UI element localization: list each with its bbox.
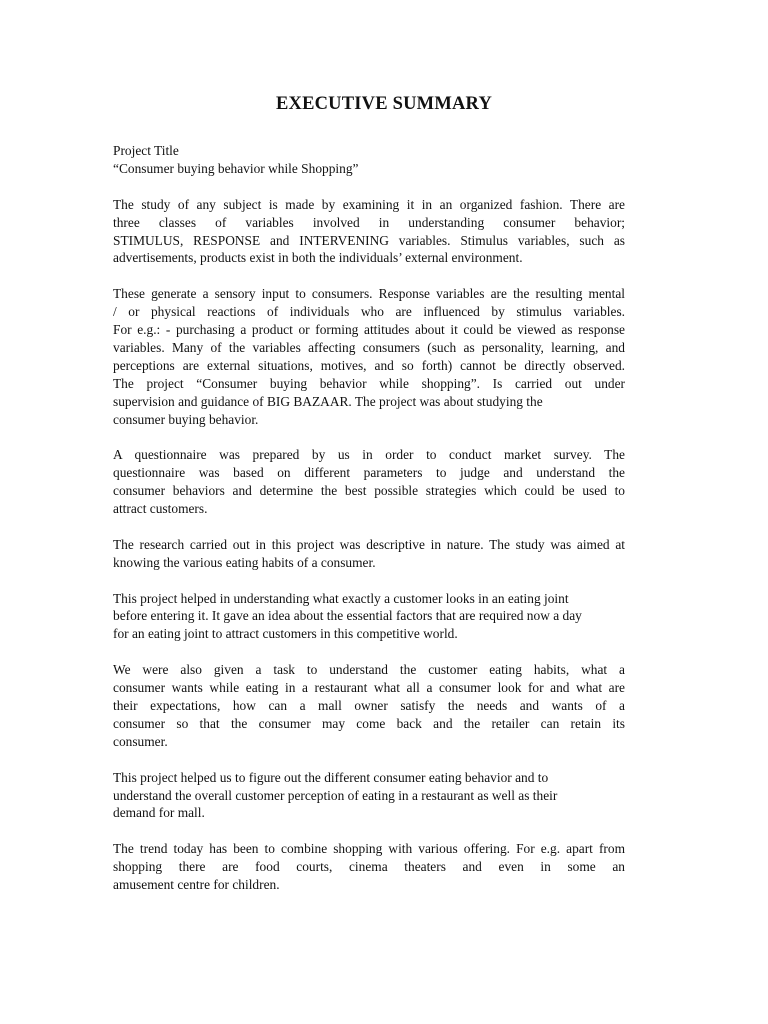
paragraph-line: The trend today has been to combine shopping with various offering. For e.g. apart from (113, 841, 625, 857)
paragraph-line: variables. Many of the variables affecting consumers (such as personality, learning, and (113, 339, 625, 355)
project-title-name: “Consumer buying behavior while Shopping” (113, 160, 359, 176)
paragraph-line: This project helped in understanding what exactly a customer looks in an eating joint (113, 590, 569, 606)
body-paragraph (113, 285, 625, 428)
paragraph-line: For e.g.: - purchasing a product or forming attitudes about it could be viewed as response (113, 322, 625, 338)
paragraph-line: consumer buying behavior. (113, 411, 259, 427)
paragraph-line: three classes of variables involved in understanding consumer behavior; (113, 214, 625, 230)
document-body (113, 142, 625, 912)
paragraph-line: consumer. (113, 733, 168, 749)
paragraph-line: These generate a sensory input to consumers. Response variables are the resulting mental (113, 286, 625, 302)
paragraph-line: The research carried out in this project was descriptive in nature. The study was aimed at (113, 536, 625, 552)
paragraph-line: perceptions are external situations, motives, and so forth) cannot be directly observed. (113, 357, 625, 373)
paragraph-line: supervision and guidance of BIG BAZAAR. The project was about studying the (113, 393, 543, 409)
paragraph-line: understand the overall customer perception of eating in a restaurant as well as their (113, 787, 558, 803)
paragraph-line: demand for mall. (113, 805, 205, 821)
body-paragraph (113, 769, 625, 823)
paragraph-line: consumer behaviors and determine the best possible strategies which could be used to (113, 483, 625, 499)
project-title-block (113, 142, 625, 178)
body-paragraph (113, 840, 625, 894)
paragraph-list (113, 196, 625, 894)
paragraph-line: knowing the various eating habits of a consumer. (113, 554, 376, 570)
paragraph-line: shopping there are food courts, cinema theaters and even in some an (113, 859, 625, 875)
paragraph-line: for an eating joint to attract customers in this competitive world. (113, 626, 458, 642)
paragraph-line: questionnaire was based on different parameters to judge and understand the (113, 465, 625, 481)
paragraph-line: before entering it. It gave an idea about the essential factors that are required now a day (113, 608, 582, 624)
body-paragraph (113, 536, 625, 572)
body-paragraph (113, 446, 625, 518)
body-paragraph (113, 661, 625, 751)
paragraph-line: The project “Consumer buying behavior while shopping”. Is carried out under (113, 375, 625, 391)
project-title-label: Project Title (113, 143, 179, 158)
body-paragraph (113, 196, 625, 268)
paragraph-line: attract customers. (113, 501, 208, 517)
paragraph-line: amusement centre for children. (113, 877, 280, 893)
page-title: EXECUTIVE SUMMARY (275, 94, 493, 114)
paragraph-line: A questionnaire was prepared by us in order to conduct market survey. The (113, 447, 625, 463)
paragraph-line: their expectations, how can a mall owner satisfy the needs and wants of a (113, 698, 625, 713)
paragraph-line: We were also given a task to understand the customer eating habits, what a (113, 662, 625, 678)
body-paragraph (113, 590, 625, 644)
paragraph-line: consumer wants while eating in a restaurant what all a consumer look for and what are (113, 680, 625, 696)
paragraph-line: STIMULUS, RESPONSE and INTERVENING variables. Stimulus variables, such as (113, 232, 625, 248)
paragraph-line: consumer so that the consumer may come back and the retailer can retain its (113, 715, 625, 731)
paragraph-line: / or physical reactions of individuals who are influenced by stimulus variables. (113, 304, 625, 320)
paragraph-line: The study of any subject is made by examining it in an organized fashion. There are (113, 196, 625, 212)
paragraph-line: This project helped us to figure out the different consumer eating behavior and to (113, 769, 549, 785)
paragraph-line: advertisements, products exist in both the individuals’ external environment. (113, 250, 523, 266)
